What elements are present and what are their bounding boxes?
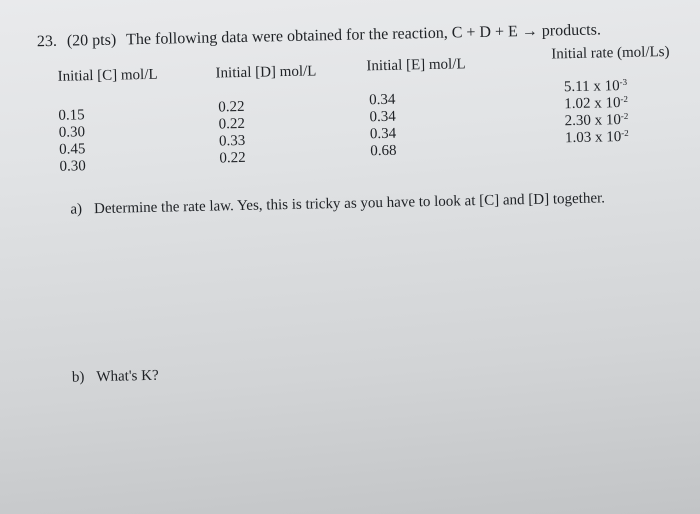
table-cell-rate xyxy=(564,78,628,96)
rate-mantissa: 5.11 x 10 xyxy=(563,78,620,96)
question-number: 23. xyxy=(36,32,58,51)
part-a-label: a) xyxy=(70,201,83,218)
rate-exponent: -2 xyxy=(620,110,629,122)
question-header xyxy=(37,21,601,51)
column-d-values xyxy=(218,99,246,168)
table-cell-d: 0.22 xyxy=(218,115,246,133)
table-cell-d: 0.22 xyxy=(219,149,246,167)
rate-mantissa: 2.30 x 10 xyxy=(564,112,622,130)
rate-exponent: -2 xyxy=(620,93,629,105)
rate-mantissa: 1.02 x 10 xyxy=(564,95,621,113)
table-cell-c: 0.15 xyxy=(58,107,85,124)
part-a-text: Determine the rate law. Yes, this is tricky as you have to look at [C] and [D] together. xyxy=(93,190,606,218)
bleed-through-text xyxy=(96,257,617,318)
part-b-text: What's K? xyxy=(96,367,159,386)
column-c-values xyxy=(58,107,86,176)
table-cell-d: 0.22 xyxy=(218,98,245,116)
table-cell-c: 0.30 xyxy=(59,158,86,175)
table-cell-e: 0.34 xyxy=(369,125,397,143)
table-cell-rate xyxy=(564,112,628,130)
rate-exponent: -3 xyxy=(619,76,628,88)
header-initial-d: Initial [D] mol/L xyxy=(215,63,317,82)
part-b-label: b) xyxy=(71,369,85,386)
question-prompt: The following data were obtained for the reaction, C + D + E → products. xyxy=(126,21,602,49)
part-a xyxy=(70,190,605,218)
column-e-values xyxy=(369,92,397,161)
table-cell-rate xyxy=(565,129,629,147)
question-points: (20 pts) xyxy=(66,31,117,50)
header-initial-rate: Initial rate (mol/Ls) xyxy=(551,43,670,63)
table-cell-e: 0.34 xyxy=(369,91,396,109)
table-cell-c: 0.45 xyxy=(58,141,86,158)
header-initial-e: Initial [E] mol/L xyxy=(366,56,466,75)
table-cell-rate xyxy=(564,95,628,113)
table-cell-e: 0.68 xyxy=(370,142,397,160)
table-cell-d: 0.33 xyxy=(218,132,246,150)
table-cell-c: 0.30 xyxy=(58,124,86,141)
rate-exponent: -2 xyxy=(621,127,629,139)
part-b xyxy=(72,368,159,387)
rate-mantissa: 1.03 x 10 xyxy=(564,129,622,147)
table-cell-e: 0.34 xyxy=(369,108,396,126)
header-initial-c: Initial [C] mol/L xyxy=(57,66,158,85)
column-rate-values xyxy=(564,78,629,147)
